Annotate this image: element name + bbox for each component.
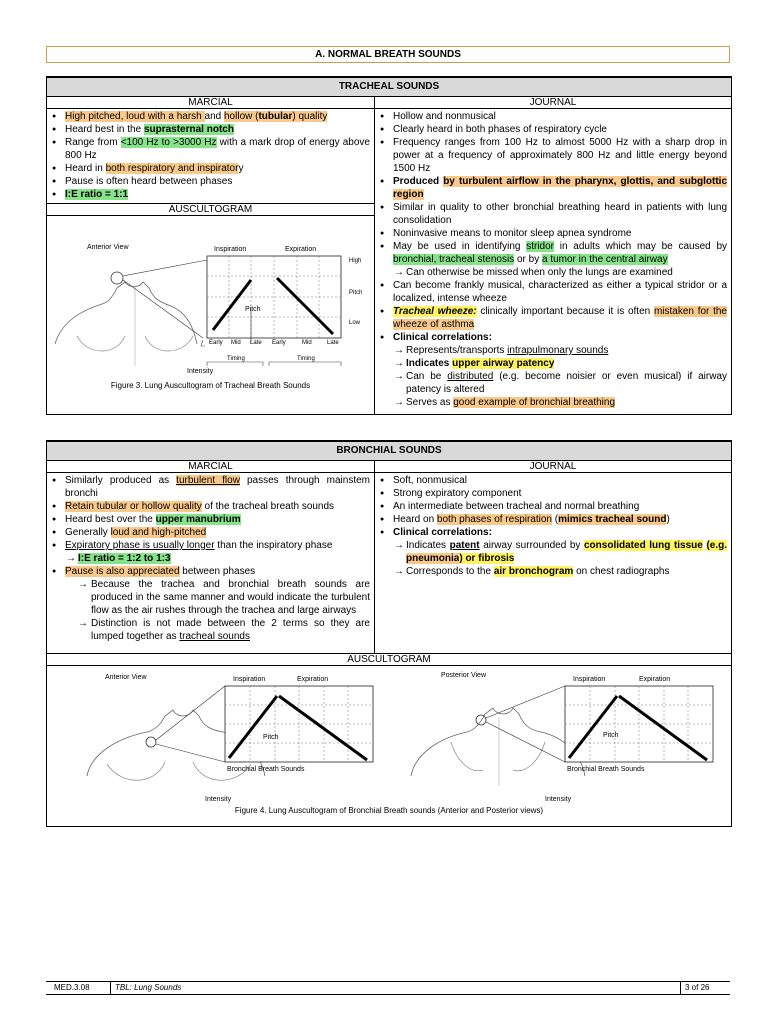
table-title: BRONCHIAL SOUNDS (47, 441, 732, 461)
list-item: → Represents/transports intrapulmonary sounds (393, 344, 727, 357)
auscultation-point-icon (146, 737, 156, 747)
list-item: ● Retain tubular or hollow quality of the tracheal breath sounds (65, 500, 370, 513)
auscultation-point-icon (111, 272, 123, 284)
column-header-journal: JOURNAL (375, 461, 732, 473)
list-item: ● I:E ratio = 1:1 (65, 188, 370, 201)
list-item: ● Heard best in the suprasternal notch (65, 123, 370, 136)
anterior-view-label: Anterior View (87, 244, 129, 251)
low-label: Low (349, 320, 361, 326)
pitch-label: Pitch (245, 306, 261, 313)
list-item: → Serves as good example of bronchial breathing (393, 396, 727, 409)
list-item: ● Tracheal wheeze: clinically important because it is often mistaken for the wheeze of asthma (393, 305, 727, 331)
list-item: ● An intermediate between tracheal and normal breathing (393, 500, 727, 513)
high-label: High (349, 258, 362, 264)
posterior-view-label: Posterior View (441, 672, 487, 679)
list-item: ● Frequency ranges from 100 Hz to almost 5000 Hz with a sharp drop in power at a frequency of approximately 800 Hz and little energy beyond 1500 Hz (393, 136, 727, 175)
list-item: ● Can become frankly musical, characterized as either a typical stridor or a localized, intense wheeze (393, 279, 727, 305)
list-item: ● Hollow and nonmusical (393, 110, 727, 123)
tracheal-auscultogram-figure (47, 216, 374, 414)
column-header-journal: JOURNAL (375, 97, 732, 109)
graph-title: Bronchial Breath Sounds (227, 766, 305, 773)
auscultogram-label: AUSCULTOGRAM (47, 204, 375, 216)
tick-label: Mid (302, 340, 312, 346)
list-item: ● Heard on both phases of respiration (mimics tracheal sound) (393, 513, 727, 526)
torso-outline (55, 282, 197, 344)
column-header-marcial: MARCIAL (47, 97, 375, 109)
list-item: ● Clinical correlations: (393, 331, 727, 344)
list-item: ● Soft, nonmusical (393, 474, 727, 487)
intensity-label: Intensity (187, 368, 214, 375)
list-item: ● Similarly produced as turbulent flow passes through mainstem bronchi (65, 474, 370, 500)
list-item: → Because the trachea and bronchial breath sounds are produced in the same manner and would indicate the turbulent flow as the air rushes through the trachea and large airways (65, 578, 370, 617)
tick-label: Early (272, 340, 286, 346)
list-item: ● Strong expiratory component (393, 487, 727, 500)
expiration-label: Expiration (639, 676, 671, 683)
table-title: TRACHEAL SOUNDS (47, 77, 732, 97)
list-item: → Indicates patent airway surrounded by consolidated lung tissue (e.g. pneumonia) or fibrosis (393, 539, 727, 565)
page-footer (46, 981, 730, 995)
list-item: → Corresponds to the air bronchogram on chest radiographs (393, 565, 727, 578)
pitch-label: Pitch (263, 734, 279, 741)
inspiration-label: Inspiration (214, 246, 247, 253)
anterior-view-label: Anterior View (105, 674, 147, 681)
list-item: ● Clearly heard in both phases of respiratory cycle (393, 123, 727, 136)
column-header-marcial: MARCIAL (47, 461, 375, 473)
list-item: → I:E ratio = 1:2 to 1:3 (65, 552, 370, 565)
list-item: ● May be used in identifying stridor in adults which may be caused by bronchial, tracheal stenosis or by a tumor in the central airway (393, 240, 727, 266)
list-item: ● Noninvasive means to monitor sleep apnea syndrome (393, 227, 727, 240)
expiration-label: Expiration (297, 676, 329, 683)
figure-caption: Figure 4. Lung Auscultogram of Bronchial Breath sounds (Anterior and Posterior views) (234, 806, 544, 815)
list-item: ● Clinical correlations: (393, 526, 727, 539)
marcial-list (47, 473, 374, 645)
graph-title: Bronchial Breath Sounds (567, 766, 645, 773)
tick-label: Early (209, 340, 223, 346)
list-item: ● Produced by turbulent airflow in the pharynx, glottis, and subglottic region (393, 175, 727, 201)
list-item: → Can be distributed (e.g. become noisier or even musical) if airway patency is altered (393, 370, 727, 396)
auscultogram-label: AUSCULTOGRAM (47, 654, 732, 666)
journal-list (375, 473, 731, 580)
list-item: ● Pause is often heard between phases (65, 175, 370, 188)
marcial-list (47, 109, 374, 203)
bronchial-auscultogram-figure (47, 666, 731, 826)
list-item: → Indicates upper airway patency (393, 357, 727, 370)
bronchial-sounds-table (46, 440, 732, 827)
list-item: → Can otherwise be missed when only the lungs are examined (393, 266, 727, 279)
expiration-label: Expiration (285, 246, 317, 253)
footer-title: TBL: Lung Sounds (110, 982, 181, 994)
timing-label: Timing (297, 356, 315, 362)
list-item: ● Heard best over the upper manubrium (65, 513, 370, 526)
journal-list (375, 109, 731, 411)
pitch-axis-label: Pitch (349, 290, 363, 296)
list-item: ● Pause is also appreciated between phases (65, 565, 370, 578)
list-item: ● Range from <100 Hz to >3000 Hz with a mark drop of energy above 800 Hz (65, 136, 370, 162)
timing-label: Timing (227, 356, 245, 362)
posterior-torso-outline (411, 708, 585, 776)
pitch-label: Pitch (603, 732, 619, 739)
auscultogram-diagram (47, 666, 731, 826)
figure-caption: Figure 3. Lung Auscultogram of Tracheal Breath Sounds (110, 381, 311, 390)
tick-label: Late (327, 340, 339, 346)
intensity-label: Intensity (205, 796, 232, 803)
list-item: ● Similar in quality to other bronchial breathing heard in patients with lung consolidation (393, 201, 727, 227)
tick-label: Mid (231, 340, 241, 346)
page-number: 3 of 26 (680, 982, 709, 994)
intensity-label: Intensity (545, 796, 572, 803)
list-item: ● Generally loud and high-pitched (65, 526, 370, 539)
tick-label: Late (250, 340, 262, 346)
tracheal-sounds-table (46, 76, 732, 415)
list-item: → Distinction is not made between the 2 terms so they are lumped together as tracheal sounds (65, 617, 370, 643)
auscultation-point-icon (476, 715, 486, 725)
list-item: ● High pitched, loud with a harsh and hollow (tubular) quality (65, 110, 370, 123)
inspiration-label: Inspiration (233, 676, 266, 683)
section-title: A. NORMAL BREATH SOUNDS (46, 46, 730, 63)
list-item: ● Expiratory phase is usually longer than the inspiratory phase (65, 539, 370, 552)
inspiration-label: Inspiration (573, 676, 606, 683)
list-item: ● Heard in both respiratory and inspiratory (65, 162, 370, 175)
footer-code: MED.3.08 (54, 983, 90, 992)
